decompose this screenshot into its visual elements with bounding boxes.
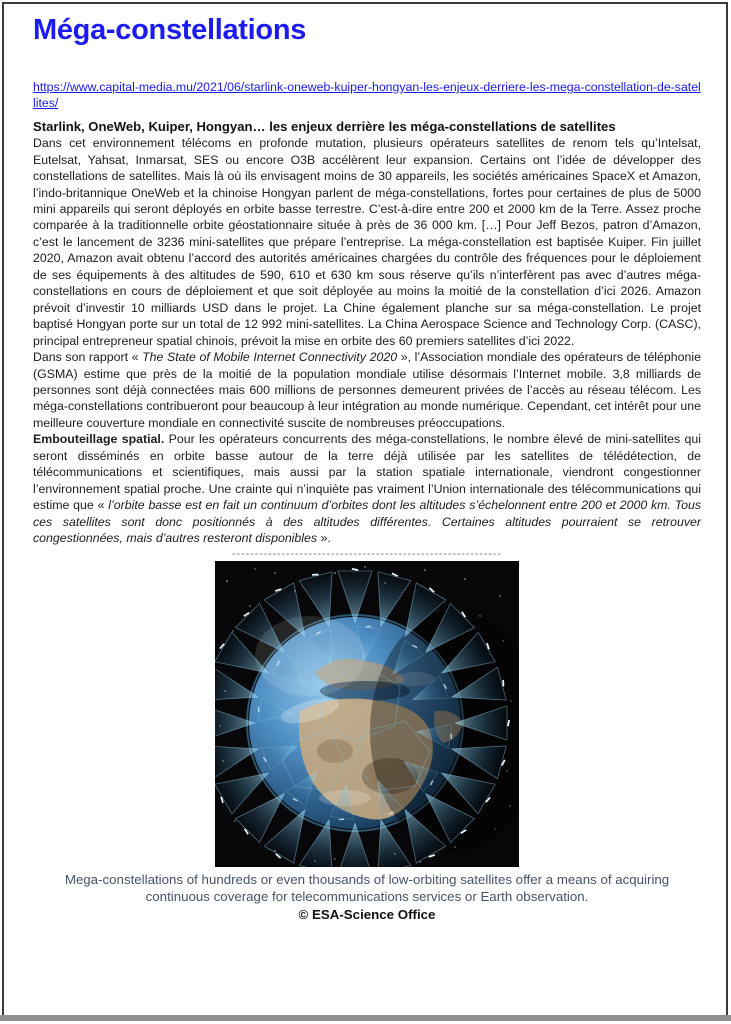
text-segment: Embouteillage spatial.: [33, 432, 165, 447]
image-credit: © ESA-Science Office: [298, 906, 436, 922]
text-segment: Pour les opérateurs concurrents des méga-constellations, le nombre élevé de mini-satellites qui seront disséminés en orbite basse autour de la terre déjà utilisée par les satellites de télédétection, de télécommunications et scientifiques, mais aussi par la station spatiale internationale, viendront congestionner l’environnement spatial proche. Une crainte qui n’inquiète pas vraiment l’Union internationale des télécommunications qui estime que «: [33, 432, 702, 513]
body-paragraph: [33, 431, 701, 546]
image-caption: Mega-constellations of hundreds or even thousands of low-orbiting satellites offer a means of acquiring continuous coverage for telecommunications services or Earth observation.: [64, 871, 670, 905]
page-content: [33, 0, 701, 922]
page-bottom-bar: [0, 1015, 731, 1021]
constellation-earth-image: [215, 561, 519, 867]
text-segment: l’orbite basse est en fait un continuum d’orbites dont les altitudes s’échelonnent entre 200 et 2000 km. Tous ces satellites sont donc positionnés à des altitudes différentes. Certaines altitudes pourraient se retrouver congestionnées, mais d’autres resteront disponibles: [33, 498, 701, 546]
source-url-link[interactable]: https://www.capital-media.mu/2021/06/starlink-oneweb-kuiper-hongyan-les-enjeux-derriere-les-mega-constellation-de-satellites/: [33, 80, 701, 110]
text-segment: Dans son rapport «: [33, 350, 143, 365]
text-segment: The State of Mobile Internet Connectivity 2020: [142, 350, 398, 365]
text-segment: Dans cet environnement télécoms en profonde mutation, plusieurs opérateurs satellites de renom tels qu’Intelsat, Eutelsat, Yahsat, Inmarsat, SES ou encore O3B accélèrent leur expansion. Certains ont l’idée de développer des constellations de satellites. Mais là où ils envisagent moins de 30 appareils, les sociétés américaines SpaceX et Amazon, l’indo-britannique OneWeb et la chinoise Hongyan parlent de méga-constellations, fortes pour certaines de plus de 5000 mini appareils qui seront déployés en orbite basse terrestre. C’est-à-dire entre 200 et 2000 km de la Terre. Assez proche comparée à la traditionnelle orbite géostationnaire située à près de 36 000 km. […] Pour Jeff Bezos, patron d’Amazon, c’est le lancement de 3236 mini-satellites que prépare l’entreprise. La méga-constellation est baptisée Kuiper. Fin juillet 2020, Amazon avait obtenu l’accord des autorités américaines chargées du contrôle des fréquences pour le déploiement de ses équipements à des altitudes de 590, 610 et 630 km sous réserve qu’ils n’interfèrent pas avec d’autres méga-constellations en cours de déploiement et que soit déployée au moins la moitié de la constellation d’ici 2026. Amazon prévoit d’investir 10 milliards USD dans le projet. La Chine également planche sur sa méga-constellation. Le projet baptisé Hongyan porte sur un total de 12 992 mini-satellites. La China Aerospace Science and Technology Corp. (CASC), principal entrepreneur spatial chinois, prévoit la mise en orbite des 60 premiers satellites d’ici 2022.: [33, 136, 701, 348]
text-segment: ».: [317, 531, 331, 546]
body-paragraph: [33, 135, 701, 349]
dashed-separator: ------------------------------------------------------------: [232, 548, 502, 560]
figure: [215, 561, 519, 867]
article-heading: Starlink, OneWeb, Kuiper, Hongyan… les enjeux derrière les méga-constellations de satellites: [33, 119, 616, 135]
page-title: Méga-constellations: [33, 14, 307, 46]
text-segment: », l’Association mondiale des opérateurs de téléphonie (GSMA) estime que près de la moitié de la population mondiale utilise désormais l’Internet mobile. 3,8 milliards de personnes sont déjà connectées mais 600 millions de personnes demeurent privées de l’accès au réseau télécom. Les méga-constellations contribueront pour beaucoup à leur intégration au monde numérique. Cependant, cet intérêt pour une meilleure couverture mondiale en connectivité suscite de nombreuses préoccupations.: [33, 350, 701, 430]
body-paragraph: [33, 349, 701, 431]
